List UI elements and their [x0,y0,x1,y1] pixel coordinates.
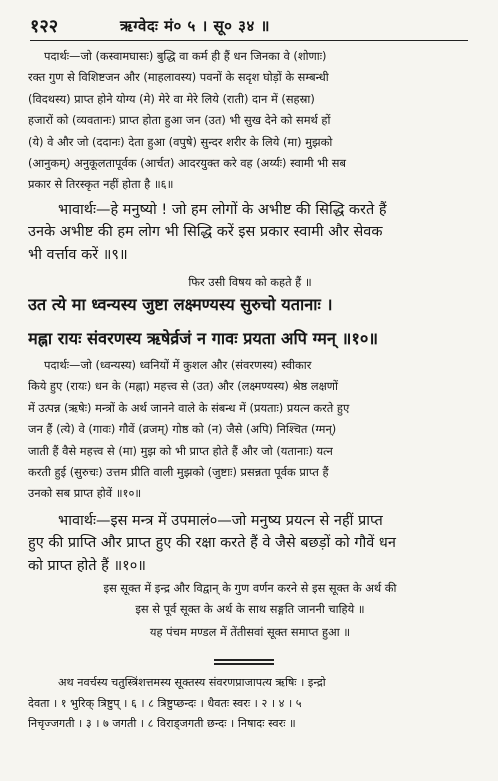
text-line: किये हुए (रायः) धन के (मह्ना) महत्त्व से (उत) और (लक्ष्मण्यस्य) श्रेष्ठ लक्षणों [28,379,338,394]
section-divider [214,659,274,661]
text-line: करती हुई (सुरुचः) उत्तम प्रीति वाली मुझको (जुष्टाः) प्रसन्नता पूर्वक प्राप्त हैं [28,465,329,480]
text-line: पदार्थः—जो (कस्वामघासः) बुद्धि वा कर्म ही हैं धन जिनका वे (शोणाः) [44,49,327,63]
text-line: हजारों को (व्यवतानः) प्राप्त होता हुआ जन (उत) भी सुख देने को समर्थ हों [28,113,331,128]
text-line: (आनुकम्) अनुकूलतापूर्वक (आर्चत) आदरयुक्त करे वह (अर्य्यः) स्वामी भी सब [28,156,346,171]
bhavartha-2 [28,510,472,577]
text-line: उनको सब प्राप्त होवें ॥१०॥ [28,486,142,501]
text-line: भावार्थः—हे मनुष्यो ! जो हम लोगों के अभीष्ट की सिद्धि करते हैं [58,202,387,218]
padartha-1 [28,46,472,196]
page-number: १२२ [30,16,59,37]
text-line: प्रकार से तिरस्कृत नहीं होता है ॥६॥ [28,177,174,192]
header-rule [30,40,468,41]
text-line: रक्त गुण से विशिष्टजन और (माहलावस्य) पवनों के सदृश घोड़ों के सम्बन्धी [28,70,329,85]
page-header [30,14,470,36]
closing-line: यह पंचम मण्डल में तेंतीसवां सूक्त समाप्त हुआ ॥ [149,625,351,639]
sukta-summary [28,578,472,621]
section-intro: फिर उसी विषय को कहते हैं ॥ [188,275,312,289]
running-title: ऋग्वेदः मं० ५ । सू० ३४ ॥ [120,17,270,35]
next-sukta-intro [28,673,472,735]
text-line: पदार्थः—जो (ध्वन्यस्य) ध्वनियों में कुशल और (संवरणस्य) स्वीकार [44,358,312,372]
text-line: अथ नवर्चस्य चतुस्त्रिंशत्तमस्य सूक्तस्य संवरणप्राजापत्य ऋषिः । इन्द्रो [58,676,326,689]
text-line: भी वर्त्ताव करें ॥९॥ [28,246,128,263]
mantra [28,288,472,356]
text-line: इस सूक्त में इन्द्र और विद्वान् के गुण वर्णन करने से इस सूक्त के अर्थ की [103,581,397,595]
text-line: जन हैं (त्ये) वे (गावः) गौवें (व्रजम्) गोष्ठ को (न) जैसे (अपि) निश्चित (ग्मन्) [28,422,337,437]
text-line: उनके अभीष्ट की हम लोग भी सिद्धि करें इस प्रकार स्वामी और सेवक [28,224,383,241]
bhavartha-1 [28,199,472,266]
mantra-line: मह्ना रायः संवरणस्य ऋषेर्व्रजं न गावः प्रयता अपि ग्मन् ॥१०॥ [28,329,379,348]
padartha-2 [28,355,472,505]
text-line: भावार्थः—इस मन्त्र में उपमालं०—जो मनुष्य प्रयत्न से नहीं प्राप्त [58,513,383,529]
text-line: को प्राप्त होते हैं ॥१०॥ [28,557,146,574]
text-line: निचृज्जगती । ३ । ७ जगती । ८ विराड्जगती छन्दः । निषादः स्वरः ॥ [28,717,296,730]
text-line: (विदथस्य) प्राप्त होने योग्य (मे) मेरे वा मेरे लिये (राती) दान में (सहस्रा) [28,91,315,106]
text-line: में उत्पन्न (ऋषेः) मन्त्रों के अर्थ जानने वाले के संबन्ध में (प्रयताः) प्रयत्न करते हुए [28,400,350,415]
text-line: हुए की प्राप्ति और प्राप्त हुए की रक्षा करते हैं वे जैसे बछड़ों को गौवें धन [28,535,396,552]
section-divider [214,663,274,665]
mantra-line: उत त्ये मा ध्वन्यस्य जुष्टा लक्ष्मण्यस्य सुरुचो यतानाः । [28,295,333,314]
text-line: (ये) वे और जो (ददानः) देता हुआ (वपुषे) सुन्दर शरीर के लिये (मा) मुझको [28,134,333,149]
text-line: जाती हैं वैसे महत्त्व से (मा) मुझ को भी प्राप्त होते हैं और जो (यतानाः) यत्न [28,443,333,458]
text-line: देवता । १ भुरिक् त्रिष्टुप् । ६ । ८ त्रिष्टुप्छन्दः । धैवतः स्वरः । २ । ४ । ५ [28,696,302,710]
text-line: इस से पूर्व सूक्त के अर्थ के साथ सङ्गति जाननी चाहिये ॥ [135,602,365,617]
